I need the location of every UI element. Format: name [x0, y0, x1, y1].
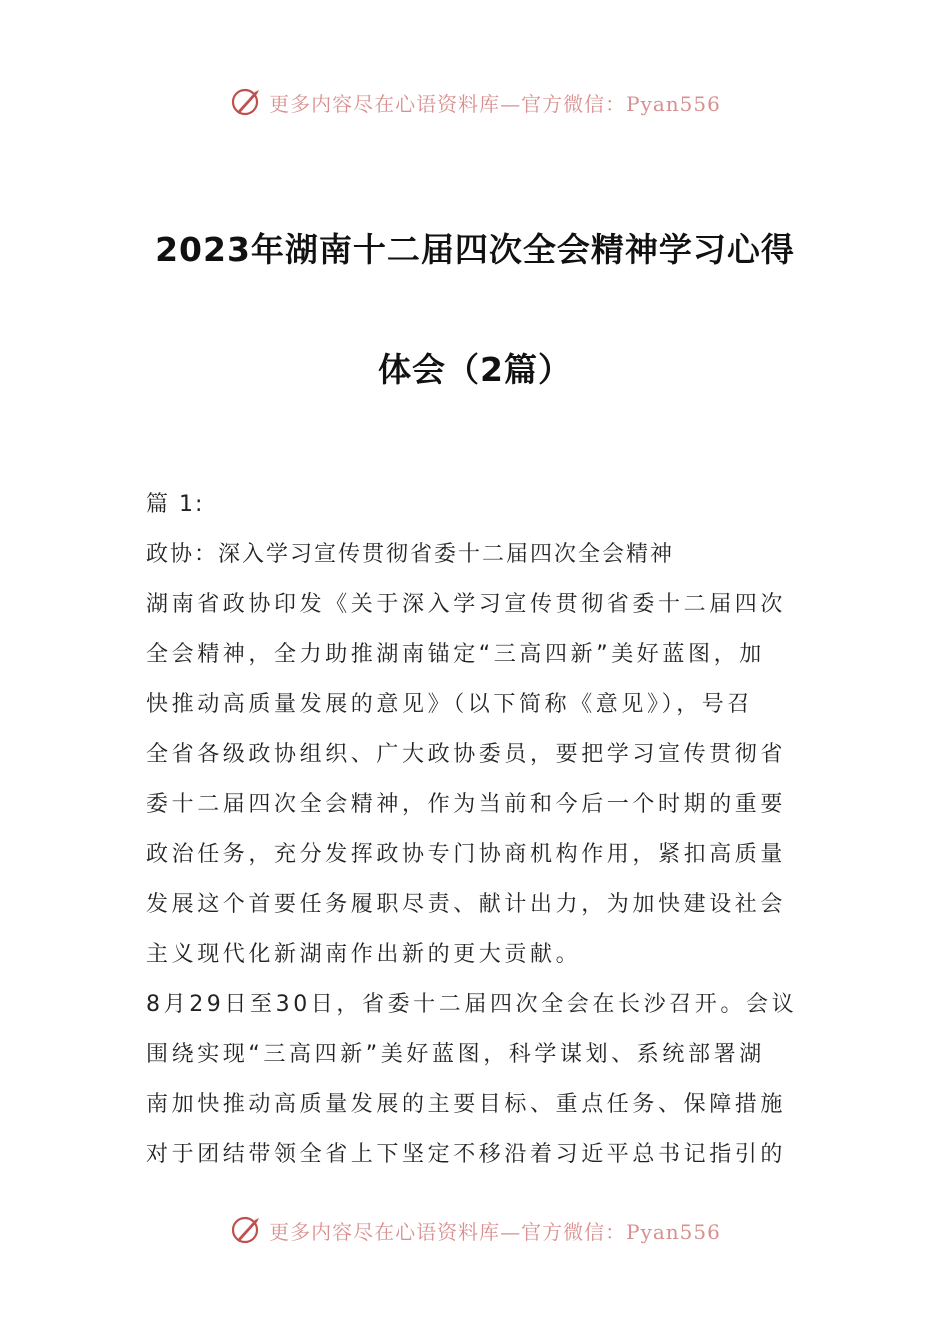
body-line: 发展这个首要任务履职尽责、献计出力，为加快建设社会 [146, 892, 787, 917]
quill-logo-icon [229, 84, 265, 120]
watermark-footer [0, 1210, 950, 1250]
body-line: 全省各级政协组织、广大政协委员，要把学习宣传贯彻省 [146, 742, 787, 767]
quill-logo-icon [229, 1212, 265, 1248]
document-title-line-2: 体会（2篇） [378, 350, 572, 389]
watermark-text: 更多内容尽在心语资料库—官方微信：Pyan556 [269, 91, 721, 116]
body-line: 委十二届四次全会精神，作为当前和今后一个时期的重要 [146, 792, 787, 817]
body-line: 快推动高质量发展的意见》（以下简称《意见》），号召 [146, 692, 754, 717]
body-line: 围绕实现“三高四新”美好蓝图，科学谋划、系统部署湖 [146, 1042, 765, 1067]
body-line: 政治任务，充分发挥政协专门协商机构作用，紧扣高质量 [146, 842, 787, 867]
body-line: 8月29日至30日，省委十二届四次全会在长沙召开。会议 [146, 992, 798, 1017]
document-title-line-1: 2023年湖南十二届四次全会精神学习心得 [155, 230, 795, 269]
body-line: 南加快推动高质量发展的主要目标、重点任务、保障措施 [146, 1092, 787, 1117]
body-line: 湖南省政协印发《关于深入学习宣传贯彻省委十二届四次 [146, 592, 787, 617]
body-line: 全会精神，全力助推湖南锚定“三高四新”美好蓝图，加 [146, 642, 765, 667]
document-body [146, 480, 808, 1180]
section-heading: 政协：深入学习宣传贯彻省委十二届四次全会精神 [146, 542, 675, 567]
body-line: 主义现代化新湖南作出新的更大贡献。 [146, 942, 582, 967]
body-line: 对于团结带领全省上下坚定不移沿着习近平总书记指引的 [146, 1142, 787, 1167]
watermark-header [0, 82, 950, 122]
section-label: 篇 1: [146, 492, 205, 517]
watermark-text: 更多内容尽在心语资料库—官方微信：Pyan556 [269, 1219, 721, 1244]
